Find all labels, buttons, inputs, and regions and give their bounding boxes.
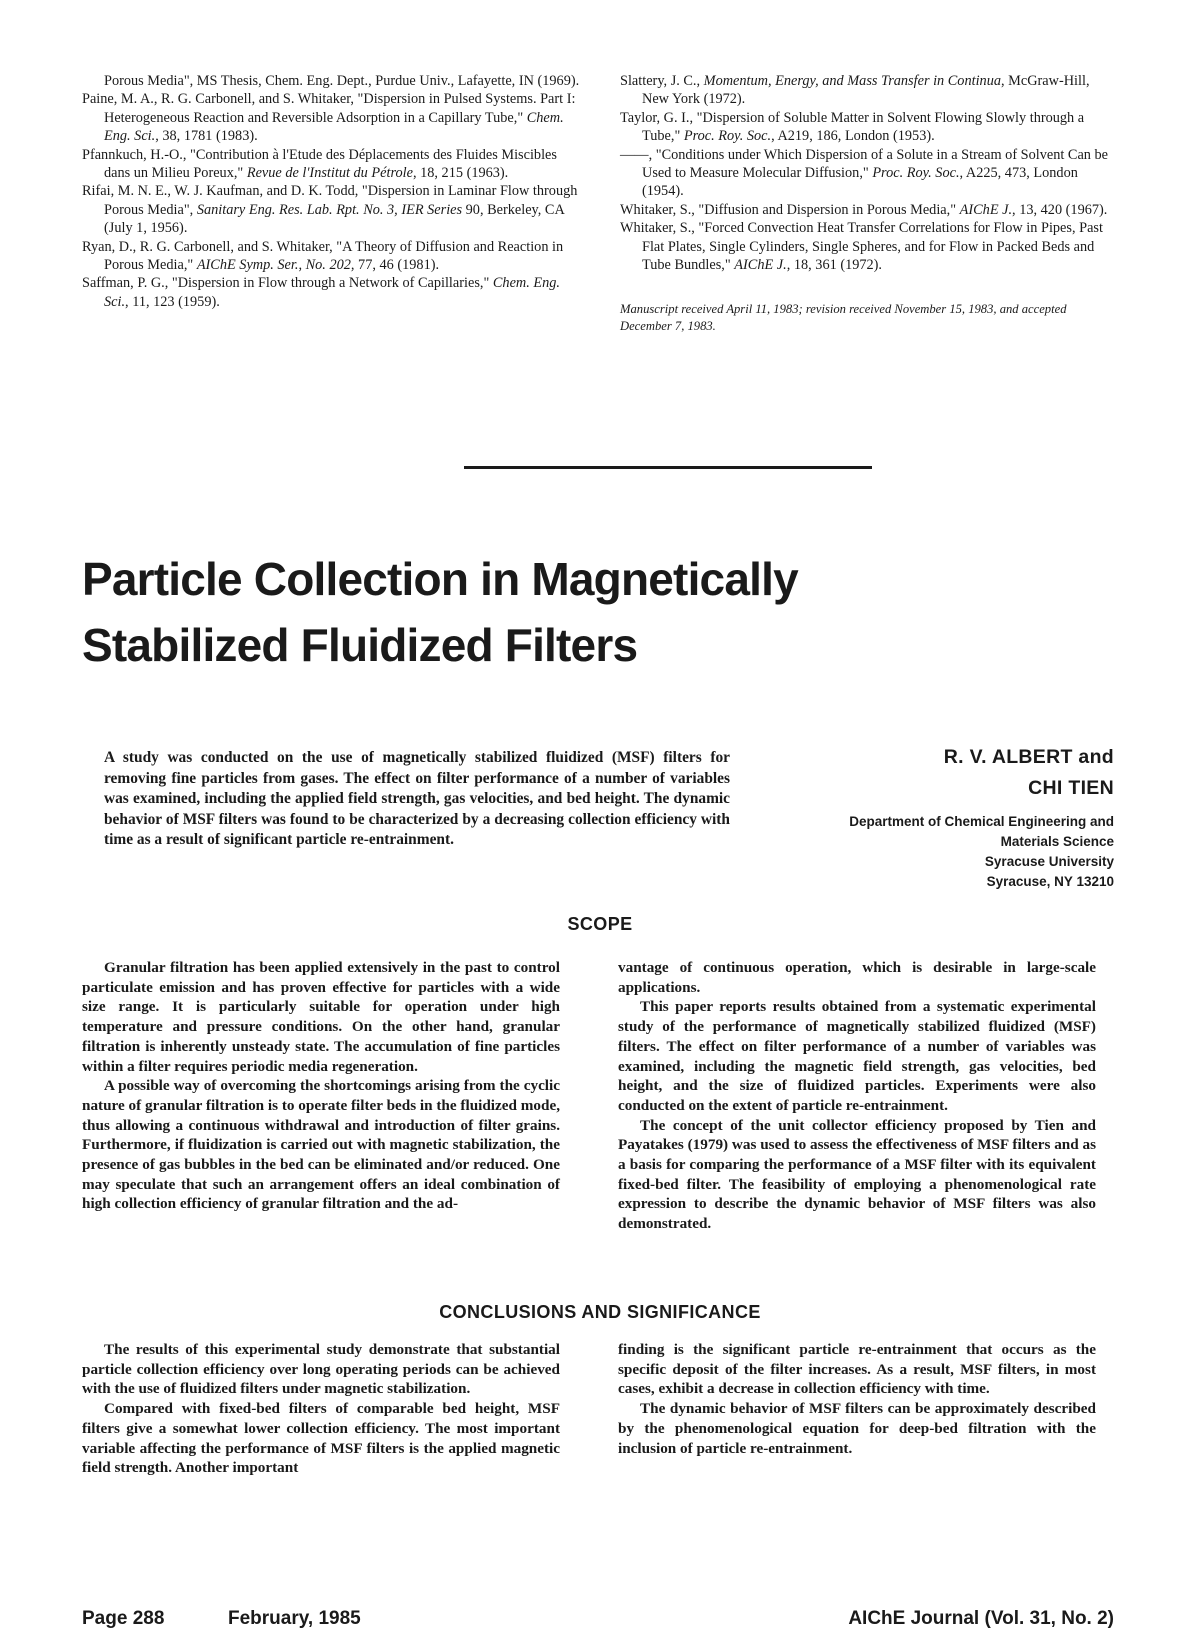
references-right-column	[620, 72, 1120, 335]
scope-right-column	[618, 958, 1096, 1234]
reference-text: , 18, 361 (1972).	[786, 257, 883, 274]
footer-page-number: Page 288	[82, 1608, 165, 1629]
paragraph: Granular filtration has been applied extensively in the past to control particulate emission and has proven effective for particles with a wide size range. It is particularly suitable for operation under high temperature and pressure conditions. On the other hand, granular filtration is inherently unsteady state. The accumulation of fine particles within a filter requires periodic media regeneration.	[82, 959, 560, 1075]
reference-text: Taylor, G. I., "Dispersion of Soluble Matter in Solvent Flowing Slowly through a Tube,"	[620, 109, 1085, 145]
affiliation-line: Syracuse University	[984, 854, 1114, 869]
reference-text: Paine, M. A., R. G. Carbonell, and S. Whitaker, "Dispersion in Pulsed Systems. Part I: Heterogeneous Reaction and Reversible Adsorption in a Capillary Tube,"	[82, 91, 576, 126]
reference-text: , 18, 215 (1963).	[412, 165, 509, 182]
reference-journal: Momentum, Energy, and Mass Transfer in Continua	[703, 73, 1001, 89]
reference-text: , McGraw-Hill, New York (1972).	[642, 73, 1090, 108]
author-block	[814, 742, 1114, 892]
article-title	[82, 546, 1132, 678]
title-line-1: Particle Collection in Magnetically	[82, 553, 798, 605]
reference-text: Whitaker, S., "Forced Convection Heat Transfer Correlations for Flow in Pipes, Past Flat Plates, Single Cylinders, Single Spheres, and for Flow in Packed Beds and Tube Bundles,"	[620, 220, 1103, 274]
reference-text: Ryan, D., R. G. Carbonell, and S. Whitaker, "A Theory of Diffusion and Reaction in Porous Media,"	[82, 238, 564, 274]
abstract: A study was conducted on the use of magnetically stabilized fluidized (MSF) filters for removing fine particles from gases. The effect on filter performance of a number of variables was examined, including the applied field strength, gas velocities, and bed height. The dynamic behavior of MSF filters was found to be characterized by a decreasing collection efficiency with time as a result of significant particle re-entrainment.	[104, 749, 730, 848]
reference-text: 77, 46 (1981).	[354, 257, 440, 274]
author-names	[814, 742, 1114, 804]
reference-text: Porous Media", MS Thesis, Chem. Eng. Dept., Purdue Univ., Lafayette, IN (1969).	[104, 73, 580, 89]
affiliation	[814, 812, 1114, 892]
author-1: R. V. ALBERT and	[943, 746, 1114, 768]
conclusions-heading: CONCLUSIONS AND SIGNIFICANCE	[439, 1302, 761, 1322]
scope-heading: SCOPE	[567, 914, 633, 934]
reference-journal: AIChE Symp. Ser., No. 202,	[196, 257, 355, 274]
footer-journal: AIChE Journal (Vol. 31, No. 2)	[848, 1608, 1114, 1629]
footer-date: February, 1985	[228, 1608, 361, 1629]
reference-text: Rifai, M. N. E., W. J. Kaufman, and D. K. Todd, "Dispersion in Laminar Flow through Porous Media",	[82, 183, 578, 218]
reference-text: Saffman, P. G., "Dispersion in Flow through a Network of Capillaries,"	[82, 275, 493, 292]
references-left-column	[82, 72, 582, 311]
reference-entry	[82, 72, 582, 90]
reference-journal: AIChE J.	[959, 201, 1013, 218]
reference-text: , 38, 1781 (1983).	[155, 128, 258, 145]
reference-text: , 13, 420 (1967).	[1012, 201, 1108, 218]
reference-entry	[620, 72, 1120, 109]
reference-text: Whitaker, S., "Diffusion and Dispersion in Porous Media,"	[620, 201, 960, 218]
reference-text: Slattery, J. C.,	[620, 73, 704, 89]
reference-entry	[82, 146, 582, 183]
reference-text: , 11, 123 (1959).	[125, 293, 220, 310]
conclusions-left-column	[82, 1340, 560, 1478]
reference-journal: Chem. Eng. Sci.	[104, 109, 564, 145]
conclusions-right-column	[618, 1340, 1096, 1458]
reference-text: 90, Berkeley, CA (July 1, 1956).	[104, 201, 564, 237]
paragraph: Compared with fixed-bed filters of comparable bed height, MSF filters give a somewhat lower collection efficiency. The most important variable affecting the performance of MSF filters is the applied magnetic field strength. Another important	[82, 1400, 560, 1477]
reference-text: , A219, 186, London (1953).	[771, 128, 935, 145]
reference-entry	[620, 201, 1120, 219]
reference-entry	[620, 146, 1120, 201]
reference-entry	[620, 219, 1120, 274]
paragraph: The dynamic behavior of MSF filters can be approximately described by the phenomenological equation for deep-bed filtration with the inclusion of particle re-entrainment.	[618, 1400, 1096, 1457]
section-divider	[464, 466, 872, 469]
affiliation-line: Department of Chemical Engineering and	[849, 814, 1114, 829]
reference-journal: AIChE J.	[734, 257, 787, 274]
reference-journal: Proc. Roy. Soc.	[683, 128, 772, 145]
paragraph: The results of this experimental study demonstrate that substantial particle collection efficiency over long operating periods can be achieved with the use of fluidized filters under magnetic stabilization.	[82, 1341, 560, 1398]
reference-entry	[82, 238, 582, 275]
reference-entry	[82, 182, 582, 237]
manuscript-note: Manuscript received April 11, 1983; revision received November 15, 1983, and accepted December 7, 1983.	[620, 302, 1067, 334]
reference-text: , A225, 473, London (1954).	[642, 165, 1078, 200]
reference-entry	[620, 109, 1120, 146]
scope-left-column	[82, 958, 560, 1214]
reference-entry	[82, 90, 582, 145]
paragraph: A possible way of overcoming the shortcomings arising from the cyclic nature of granular filtration is to operate filter beds in the fluidized mode, thus allowing a continuous withdrawal and introduction of filter grains. Furthermore, if fluidization is carried out with magnetic stabilization, the presence of gas bubbles in the bed can be eliminated and/or reduced. One may speculate that such an arrangement offers an ideal combination of high collection efficiency of granular filtration and the ad-	[82, 1077, 560, 1213]
reference-journal: Proc. Roy. Soc.	[872, 165, 960, 182]
reference-text: Pfannkuch, H.-O., "Contribution à l'Etude des Déplacements des Fluides Miscibles dans un Milieu Poreux,"	[82, 146, 557, 182]
title-line-2: Stabilized Fluidized Filters	[82, 619, 638, 671]
reference-journal: Chem. Eng. Sci.	[104, 275, 560, 310]
reference-journal: Revue de l'Institut du Pétrole	[246, 165, 413, 182]
reference-entry	[82, 274, 582, 311]
paragraph: This paper reports results obtained from a systematic experimental study of the performance of magnetically stabilized fluidized (MSF) filters. The effect on filter performance of a number of variables was examined, including the magnetic field strength, gas velocities, bed height, and the size of fluidized particles. Experiments were also conducted on the extent of particle re-entrainment.	[618, 998, 1096, 1114]
paragraph: vantage of continuous operation, which is desirable in large-scale applications.	[618, 959, 1096, 996]
author-2: CHI TIEN	[1028, 777, 1114, 799]
reference-journal: Sanitary Eng. Res. Lab. Rpt. No. 3, IER Series	[196, 201, 463, 218]
paragraph: finding is the significant particle re-entrainment that occurs as the specific deposit of the filter increases. As a result, MSF filters, in most cases, exhibit a decrease in collection efficiency with time.	[618, 1341, 1096, 1398]
affiliation-line: Materials Science	[1000, 834, 1114, 849]
reference-text: ——, "Conditions under Which Dispersion of a Solute in a Stream of Solvent Can be Used to Measure Molecular Diffusion,"	[620, 146, 1109, 182]
affiliation-line: Syracuse, NY 13210	[986, 874, 1114, 889]
paragraph: The concept of the unit collector efficiency proposed by Tien and Payatakes (1979) was used to assess the effectiveness of MSF filters and as a basis for comparing the performance of a MSF filter with its equivalent fixed-bed filter. The feasibility of employing a phenomenological rate expression to describe the dynamic behavior of MSF filters was also demonstrated.	[618, 1116, 1096, 1233]
